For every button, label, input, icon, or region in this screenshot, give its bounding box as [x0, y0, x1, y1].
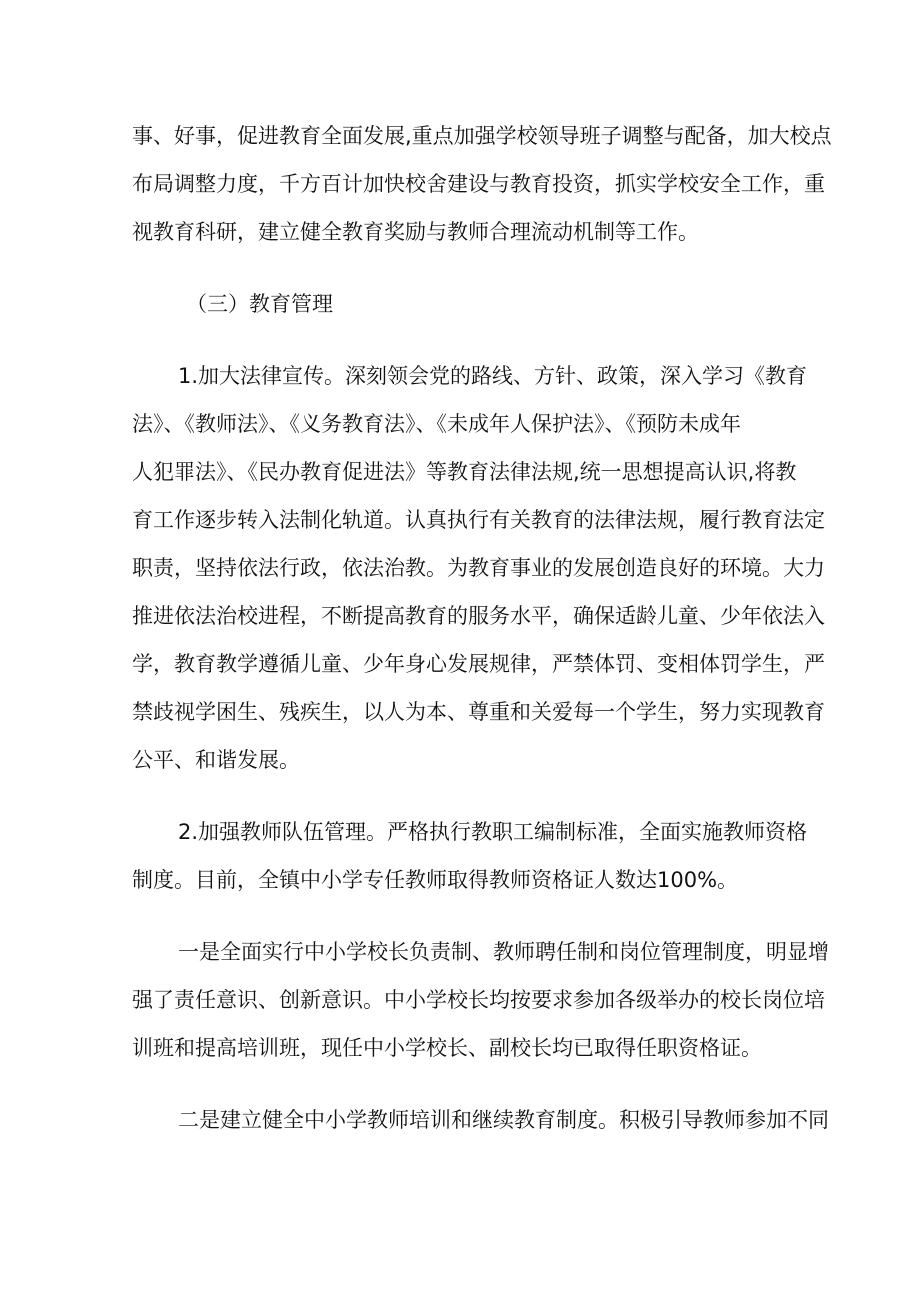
text-line: 法》、《教师法》、《义务教育法》、《未成年人保护法》、《预防未成年	[132, 412, 741, 436]
text-line: 学，教育教学遵循儿童、少年身心发展规律，严禁体罚、变相体罚学生，严	[132, 652, 825, 676]
text-line: 推进依法治校进程，不断提高教育的服务水平，确保适龄儿童、少年依法入	[132, 604, 825, 628]
text-line: 布局调整力度，千方百计加快校舍建设与教育投资，抓实学校安全工作，重	[132, 172, 825, 196]
text-line: 训班和提高培训班，现任中小学校长、副校长均已取得任职资格证。	[132, 1036, 762, 1060]
paragraph-first-line: 一是全面实行中小学校长负责制、教师聘任制和岗位管理制度，明显增	[178, 940, 829, 964]
text-line: 公平、和谐发展。	[132, 748, 300, 772]
text-line: 事、好事，促进教育全面发展,重点加强学校领导班子调整与配备，加大校点	[132, 124, 832, 148]
paragraph-first-line: 二是建立健全中小学教师培训和继续教育制度。积极引导教师参加不同	[178, 1108, 829, 1132]
text-line: 强了责任意识、创新意识。中小学校长均按要求参加各级举办的校长岗位培	[132, 988, 825, 1012]
paragraph-first-line: 2.加强教师队伍管理。严格执行教职工编制标准，全面实施教师资格	[178, 820, 808, 844]
text-line: 人犯罪法》、《民办教育促进法》等教育法律法规,统一思想提高认识,将教	[132, 460, 797, 484]
text-line: 育工作逐步转入法制化轨道。认真执行有关教育的法律法规，履行教育法定	[132, 508, 825, 532]
section-heading: （三）教育管理	[186, 292, 333, 316]
paragraph-first-line: 1.加大法律宣传。深刻领会党的路线、方针、政策，深入学习《教育	[178, 364, 808, 388]
text-line: 禁歧视学困生、残疾生，以人为本、尊重和关爱每一个学生，努力实现教育	[132, 700, 825, 724]
text-line: 视教育科研，建立健全教育奖励与教师合理流动机制等工作。	[132, 220, 699, 244]
text-line: 制度。目前，全镇中小学专任教师取得教师资格证人数达100%。	[132, 868, 739, 892]
text-line: 职责，坚持依法行政，依法治教。为教育事业的发展创造良好的环境。大力	[132, 556, 825, 580]
